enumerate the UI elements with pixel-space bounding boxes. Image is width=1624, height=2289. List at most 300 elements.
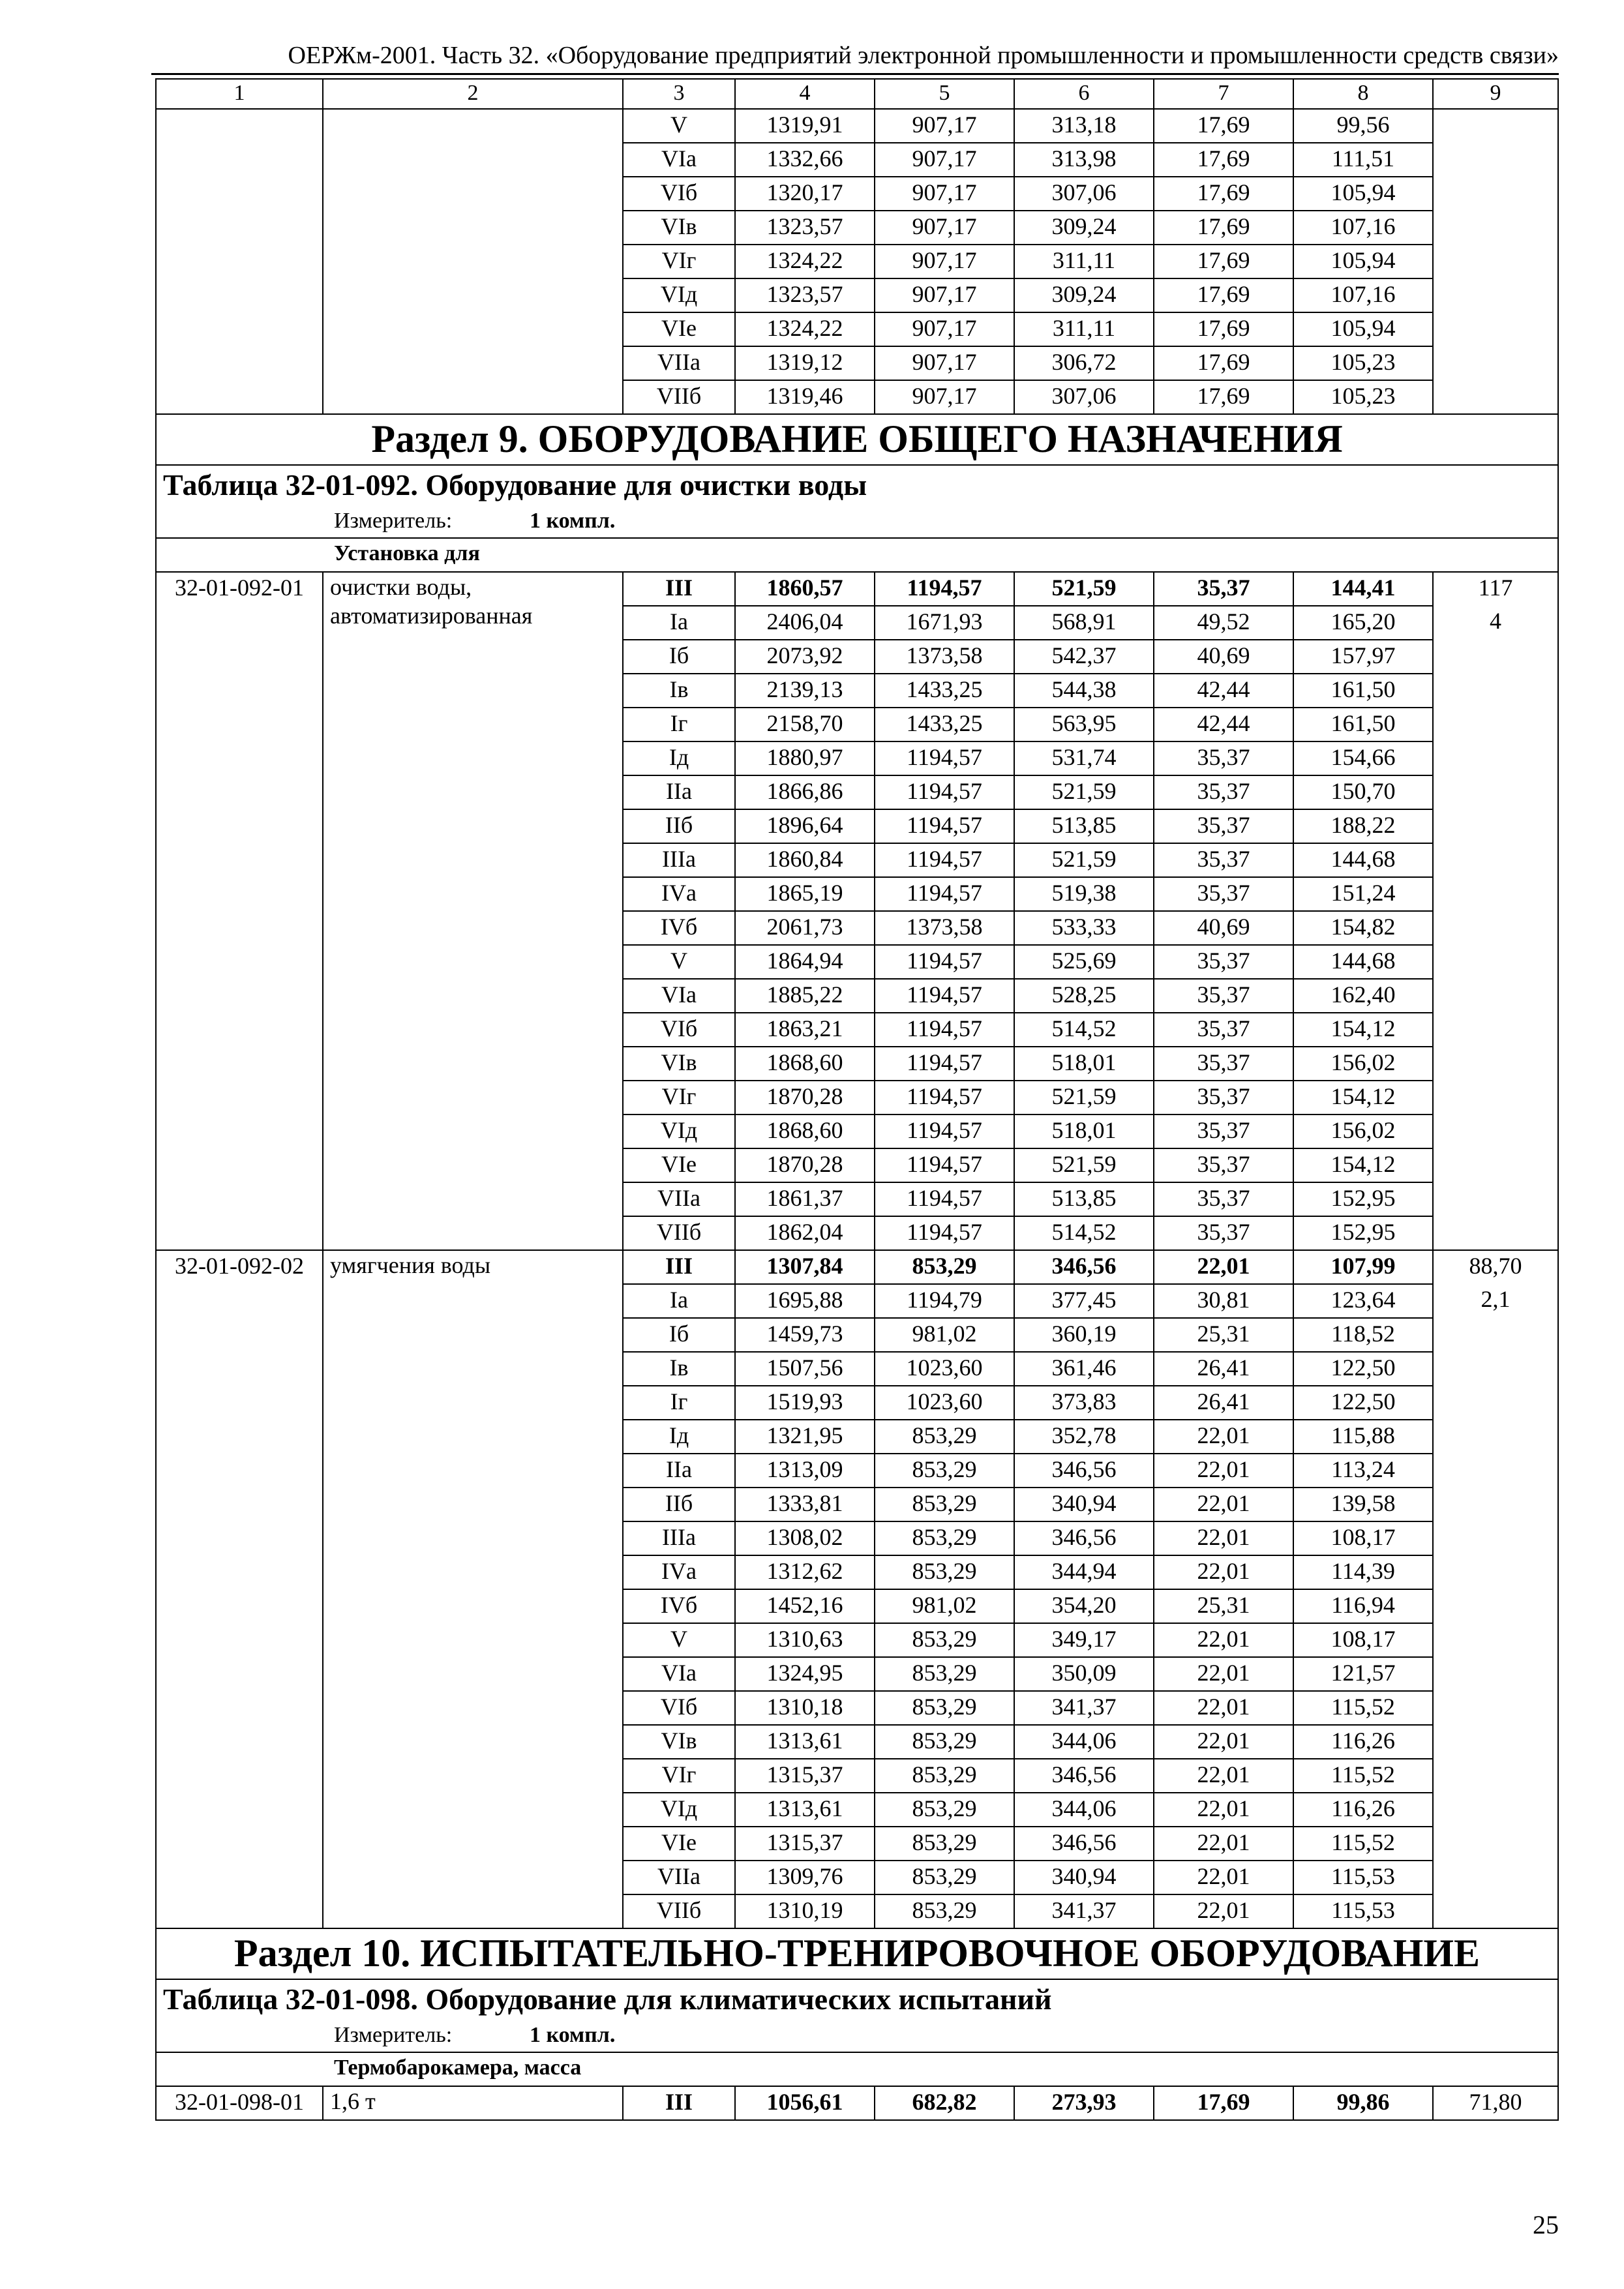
value-cell: 1866,86 <box>735 775 875 809</box>
name-cell <box>323 278 623 312</box>
value-cell: 115,53 <box>1293 1894 1433 1928</box>
value-cell: 161,50 <box>1293 708 1433 741</box>
value-cell: 156,02 <box>1293 1115 1433 1148</box>
value-cell: 525,69 <box>1014 945 1154 979</box>
col9-cell <box>1433 945 1558 979</box>
value-cell: 1313,61 <box>735 1793 875 1827</box>
value-cell: 1860,57 <box>735 572 875 606</box>
meter-row <box>156 2020 1558 2052</box>
col9-cell <box>1433 1657 1558 1691</box>
code-cell <box>156 312 323 346</box>
value-cell: 1194,57 <box>875 572 1014 606</box>
section-title: Раздел 10. ИСПЫТАТЕЛЬНО-ТРЕНИРОВОЧНОЕ ОБОРУДОВАНИЕ <box>156 1928 1558 1979</box>
col9-cell <box>1433 877 1558 911</box>
value-cell: 152,95 <box>1293 1216 1433 1250</box>
column-number: 6 <box>1014 79 1154 109</box>
rates-table-container <box>155 78 1557 2121</box>
name-cell: очистки воды, автоматизированная <box>323 572 623 1250</box>
col9-cell: 4 <box>1433 606 1558 640</box>
table-row <box>156 245 1558 278</box>
code-cell <box>156 109 323 143</box>
zone-cell: VIе <box>623 312 735 346</box>
value-cell: 1459,73 <box>735 1318 875 1352</box>
value-cell: 1519,93 <box>735 1386 875 1420</box>
name-cell <box>323 346 623 380</box>
code-cell: 32-01-098-01 <box>156 2086 323 2120</box>
meter-unit: 1 компл. <box>530 2023 616 2047</box>
value-cell: 26,41 <box>1154 1386 1293 1420</box>
value-cell: 1323,57 <box>735 278 875 312</box>
value-cell: 17,69 <box>1154 177 1293 211</box>
col9-cell <box>1433 809 1558 843</box>
value-cell: 1310,63 <box>735 1623 875 1657</box>
value-cell: 17,69 <box>1154 2086 1293 2120</box>
table-title-row <box>156 1979 1558 2020</box>
value-cell: 1310,19 <box>735 1894 875 1928</box>
zone-cell: V <box>623 945 735 979</box>
column-number: 9 <box>1433 79 1558 109</box>
value-cell: 99,86 <box>1293 2086 1433 2120</box>
value-cell: 1194,57 <box>875 843 1014 877</box>
value-cell: 341,37 <box>1014 1894 1154 1928</box>
value-cell: 350,09 <box>1014 1657 1154 1691</box>
value-cell: 1309,76 <box>735 1861 875 1894</box>
value-cell: 1194,57 <box>875 1013 1014 1047</box>
zone-cell: VIе <box>623 1827 735 1861</box>
meter-row <box>156 506 1558 538</box>
value-cell: 1308,02 <box>735 1521 875 1555</box>
col9-cell <box>1433 1691 1558 1725</box>
value-cell: 165,20 <box>1293 606 1433 640</box>
zone-cell: Iд <box>623 1420 735 1454</box>
column-number: 3 <box>623 79 735 109</box>
value-cell: 2158,70 <box>735 708 875 741</box>
rates-table-body <box>156 79 1558 2120</box>
col9-cell <box>1433 109 1558 143</box>
value-cell: 519,38 <box>1014 877 1154 911</box>
subhead: Установка для <box>156 538 1558 572</box>
value-cell: 514,52 <box>1014 1216 1154 1250</box>
value-cell: 17,69 <box>1154 346 1293 380</box>
zone-cell: VIIа <box>623 1861 735 1894</box>
col9-cell <box>1433 1793 1558 1827</box>
value-cell: 344,94 <box>1014 1555 1154 1589</box>
value-cell: 139,58 <box>1293 1488 1433 1521</box>
value-cell: 1194,57 <box>875 877 1014 911</box>
col9-cell <box>1433 1894 1558 1928</box>
value-cell: 118,52 <box>1293 1318 1433 1352</box>
value-cell: 22,01 <box>1154 1759 1293 1793</box>
value-cell: 907,17 <box>875 109 1014 143</box>
zone-cell: VIв <box>623 1047 735 1081</box>
value-cell: 1194,57 <box>875 1115 1014 1148</box>
value-cell: 311,11 <box>1014 312 1154 346</box>
zone-cell: IIа <box>623 775 735 809</box>
col9-cell <box>1433 1555 1558 1589</box>
name-cell <box>323 245 623 278</box>
value-cell: 22,01 <box>1154 1555 1293 1589</box>
value-cell: 107,16 <box>1293 278 1433 312</box>
meter-label: Измеритель: <box>334 509 453 533</box>
zone-cell: VIа <box>623 979 735 1013</box>
zone-cell: III <box>623 2086 735 2120</box>
value-cell: 346,56 <box>1014 1827 1154 1861</box>
value-cell: 22,01 <box>1154 1793 1293 1827</box>
value-cell: 123,64 <box>1293 1284 1433 1318</box>
value-cell: 49,52 <box>1154 606 1293 640</box>
value-cell: 1194,57 <box>875 1182 1014 1216</box>
zone-cell: Iг <box>623 1386 735 1420</box>
value-cell: 1373,58 <box>875 911 1014 945</box>
value-cell: 907,17 <box>875 380 1014 414</box>
value-cell: 346,56 <box>1014 1454 1154 1488</box>
value-cell: 1323,57 <box>735 211 875 245</box>
value-cell: 513,85 <box>1014 1182 1154 1216</box>
value-cell: 361,46 <box>1014 1352 1154 1386</box>
value-cell: 2073,92 <box>735 640 875 674</box>
value-cell: 40,69 <box>1154 911 1293 945</box>
value-cell: 22,01 <box>1154 1420 1293 1454</box>
zone-cell: IIа <box>623 1454 735 1488</box>
value-cell: 105,23 <box>1293 380 1433 414</box>
value-cell: 2406,04 <box>735 606 875 640</box>
value-cell: 373,83 <box>1014 1386 1154 1420</box>
value-cell: 1324,22 <box>735 312 875 346</box>
col9-cell <box>1433 1623 1558 1657</box>
column-number: 8 <box>1293 79 1433 109</box>
value-cell: 17,69 <box>1154 380 1293 414</box>
value-cell: 563,95 <box>1014 708 1154 741</box>
col9-cell <box>1433 1047 1558 1081</box>
col9-cell <box>1433 1386 1558 1420</box>
value-cell: 518,01 <box>1014 1115 1154 1148</box>
col9-cell <box>1433 211 1558 245</box>
zone-cell: VIв <box>623 211 735 245</box>
value-cell: 1861,37 <box>735 1182 875 1216</box>
value-cell: 42,44 <box>1154 708 1293 741</box>
zone-cell: VIб <box>623 1691 735 1725</box>
meter-label: Измеритель: <box>334 2023 453 2047</box>
value-cell: 514,52 <box>1014 1013 1154 1047</box>
zone-cell: Iб <box>623 1318 735 1352</box>
value-cell: 307,06 <box>1014 380 1154 414</box>
value-cell: 154,66 <box>1293 741 1433 775</box>
col9-cell <box>1433 1725 1558 1759</box>
value-cell: 22,01 <box>1154 1894 1293 1928</box>
value-cell: 35,37 <box>1154 877 1293 911</box>
table-title: Таблица 32-01-098. Оборудование для климатических испытаний <box>156 1979 1558 2020</box>
value-cell: 521,59 <box>1014 843 1154 877</box>
value-cell: 853,29 <box>875 1657 1014 1691</box>
zone-cell: VIд <box>623 1115 735 1148</box>
zone-cell: Iа <box>623 606 735 640</box>
value-cell: 853,29 <box>875 1250 1014 1284</box>
value-cell: 99,56 <box>1293 109 1433 143</box>
value-cell: 154,12 <box>1293 1081 1433 1115</box>
value-cell: 1868,60 <box>735 1115 875 1148</box>
table-row <box>156 312 1558 346</box>
value-cell: 1307,84 <box>735 1250 875 1284</box>
value-cell: 1194,57 <box>875 741 1014 775</box>
value-cell: 313,98 <box>1014 143 1154 177</box>
value-cell: 907,17 <box>875 211 1014 245</box>
value-cell: 1313,09 <box>735 1454 875 1488</box>
value-cell: 35,37 <box>1154 945 1293 979</box>
value-cell: 17,69 <box>1154 211 1293 245</box>
value-cell: 1880,97 <box>735 741 875 775</box>
value-cell: 1194,57 <box>875 1216 1014 1250</box>
value-cell: 2061,73 <box>735 911 875 945</box>
column-number: 4 <box>735 79 875 109</box>
value-cell: 273,93 <box>1014 2086 1154 2120</box>
zone-cell: VIIб <box>623 380 735 414</box>
value-cell: 144,68 <box>1293 843 1433 877</box>
value-cell: 115,52 <box>1293 1691 1433 1725</box>
zone-cell: Iв <box>623 1352 735 1386</box>
zone-cell: IIб <box>623 809 735 843</box>
value-cell: 156,02 <box>1293 1047 1433 1081</box>
value-cell: 107,16 <box>1293 211 1433 245</box>
value-cell: 521,59 <box>1014 572 1154 606</box>
code-cell <box>156 143 323 177</box>
value-cell: 1870,28 <box>735 1081 875 1115</box>
col9-cell <box>1433 1589 1558 1623</box>
col9-cell: 88,70 <box>1433 1250 1558 1284</box>
col9-cell <box>1433 245 1558 278</box>
value-cell: 122,50 <box>1293 1386 1433 1420</box>
value-cell: 151,24 <box>1293 877 1433 911</box>
value-cell: 1433,25 <box>875 708 1014 741</box>
value-cell: 1864,94 <box>735 945 875 979</box>
zone-cell: Iа <box>623 1284 735 1318</box>
col9-cell <box>1433 1521 1558 1555</box>
zone-cell: IVб <box>623 911 735 945</box>
col9-cell <box>1433 1081 1558 1115</box>
value-cell: 341,37 <box>1014 1691 1154 1725</box>
value-cell: 853,29 <box>875 1521 1014 1555</box>
col9-cell <box>1433 1861 1558 1894</box>
value-cell: 907,17 <box>875 177 1014 211</box>
value-cell: 2139,13 <box>735 674 875 708</box>
value-cell: 1373,58 <box>875 640 1014 674</box>
code-cell: 32-01-092-01 <box>156 572 323 1250</box>
col9-cell: 2,1 <box>1433 1284 1558 1318</box>
value-cell: 344,06 <box>1014 1725 1154 1759</box>
zone-cell: Iв <box>623 674 735 708</box>
zone-cell: V <box>623 1623 735 1657</box>
value-cell: 313,18 <box>1014 109 1154 143</box>
value-cell: 116,26 <box>1293 1793 1433 1827</box>
zone-cell: VIг <box>623 1759 735 1793</box>
value-cell: 105,94 <box>1293 245 1433 278</box>
value-cell: 311,11 <box>1014 245 1154 278</box>
col9-cell <box>1433 708 1558 741</box>
name-cell <box>323 312 623 346</box>
value-cell: 1320,17 <box>735 177 875 211</box>
table-row <box>156 380 1558 414</box>
value-cell: 981,02 <box>875 1318 1014 1352</box>
value-cell: 25,31 <box>1154 1318 1293 1352</box>
value-cell: 1862,04 <box>735 1216 875 1250</box>
value-cell: 1194,57 <box>875 945 1014 979</box>
section-title-row <box>156 1928 1558 1979</box>
value-cell: 35,37 <box>1154 1148 1293 1182</box>
value-cell: 35,37 <box>1154 775 1293 809</box>
table-title: Таблица 32-01-092. Оборудование для очистки воды <box>156 465 1558 506</box>
value-cell: 25,31 <box>1154 1589 1293 1623</box>
value-cell: 907,17 <box>875 312 1014 346</box>
value-cell: 309,24 <box>1014 211 1154 245</box>
value-cell: 1313,61 <box>735 1725 875 1759</box>
value-cell: 1023,60 <box>875 1386 1014 1420</box>
value-cell: 352,78 <box>1014 1420 1154 1454</box>
value-cell: 105,23 <box>1293 346 1433 380</box>
col9-cell <box>1433 843 1558 877</box>
zone-cell: IIIа <box>623 843 735 877</box>
zone-cell: Iб <box>623 640 735 674</box>
zone-cell: Iд <box>623 741 735 775</box>
code-cell <box>156 278 323 312</box>
value-cell: 1332,66 <box>735 143 875 177</box>
table-row <box>156 211 1558 245</box>
name-cell <box>323 177 623 211</box>
value-cell: 346,56 <box>1014 1521 1154 1555</box>
value-cell: 1023,60 <box>875 1352 1014 1386</box>
value-cell: 344,06 <box>1014 1793 1154 1827</box>
zone-cell: VIа <box>623 1657 735 1691</box>
value-cell: 346,56 <box>1014 1759 1154 1793</box>
value-cell: 1194,79 <box>875 1284 1014 1318</box>
zone-cell: VIб <box>623 1013 735 1047</box>
code-cell <box>156 380 323 414</box>
value-cell: 35,37 <box>1154 1013 1293 1047</box>
value-cell: 528,25 <box>1014 979 1154 1013</box>
col9-cell: 117 <box>1433 572 1558 606</box>
table-row <box>156 177 1558 211</box>
value-cell: 22,01 <box>1154 1454 1293 1488</box>
table-row <box>156 1250 1558 1284</box>
col9-cell <box>1433 640 1558 674</box>
value-cell: 162,40 <box>1293 979 1433 1013</box>
subhead: Термобарокамера, масса <box>156 2052 1558 2086</box>
value-cell: 1319,46 <box>735 380 875 414</box>
table-row <box>156 278 1558 312</box>
value-cell: 1194,57 <box>875 775 1014 809</box>
zone-cell: VIд <box>623 1793 735 1827</box>
value-cell: 1321,95 <box>735 1420 875 1454</box>
value-cell: 853,29 <box>875 1861 1014 1894</box>
value-cell: 853,29 <box>875 1894 1014 1928</box>
header-rule <box>151 73 1559 75</box>
value-cell: 521,59 <box>1014 775 1154 809</box>
col9-cell <box>1433 1318 1558 1352</box>
code-cell <box>156 177 323 211</box>
zone-cell: Iг <box>623 708 735 741</box>
value-cell: 22,01 <box>1154 1623 1293 1657</box>
name-cell: умягчения воды <box>323 1250 623 1928</box>
value-cell: 17,69 <box>1154 109 1293 143</box>
column-number: 5 <box>875 79 1014 109</box>
col9-cell <box>1433 1454 1558 1488</box>
page-number: 25 <box>1533 2210 1559 2239</box>
meter-unit: 1 компл. <box>530 509 616 533</box>
value-cell: 1056,61 <box>735 2086 875 2120</box>
value-cell: 108,17 <box>1293 1521 1433 1555</box>
value-cell: 360,19 <box>1014 1318 1154 1352</box>
value-cell: 17,69 <box>1154 143 1293 177</box>
value-cell: 1863,21 <box>735 1013 875 1047</box>
code-cell <box>156 346 323 380</box>
value-cell: 113,24 <box>1293 1454 1433 1488</box>
value-cell: 1868,60 <box>735 1047 875 1081</box>
value-cell: 108,17 <box>1293 1623 1433 1657</box>
value-cell: 35,37 <box>1154 1182 1293 1216</box>
zone-cell: III <box>623 1250 735 1284</box>
value-cell: 1865,19 <box>735 877 875 911</box>
value-cell: 1507,56 <box>735 1352 875 1386</box>
value-cell: 154,12 <box>1293 1013 1433 1047</box>
value-cell: 513,85 <box>1014 809 1154 843</box>
col9-cell <box>1433 979 1558 1013</box>
value-cell: 1194,57 <box>875 1148 1014 1182</box>
value-cell: 42,44 <box>1154 674 1293 708</box>
zone-cell: VIд <box>623 278 735 312</box>
col9-cell <box>1433 346 1558 380</box>
value-cell: 907,17 <box>875 245 1014 278</box>
value-cell: 1315,37 <box>735 1827 875 1861</box>
col9-cell <box>1433 911 1558 945</box>
value-cell: 35,37 <box>1154 572 1293 606</box>
name-cell <box>323 109 623 143</box>
column-number: 2 <box>323 79 623 109</box>
subhead-row <box>156 538 1558 572</box>
value-cell: 17,69 <box>1154 245 1293 278</box>
value-cell: 568,91 <box>1014 606 1154 640</box>
value-cell: 853,29 <box>875 1420 1014 1454</box>
column-number: 1 <box>156 79 323 109</box>
rates-table <box>155 78 1559 2121</box>
value-cell: 107,99 <box>1293 1250 1433 1284</box>
value-cell: 157,97 <box>1293 640 1433 674</box>
value-cell: 22,01 <box>1154 1521 1293 1555</box>
value-cell: 682,82 <box>875 2086 1014 2120</box>
value-cell: 853,29 <box>875 1759 1014 1793</box>
value-cell: 22,01 <box>1154 1657 1293 1691</box>
value-cell: 1896,64 <box>735 809 875 843</box>
value-cell: 115,88 <box>1293 1420 1433 1454</box>
value-cell: 1860,84 <box>735 843 875 877</box>
column-number-row <box>156 79 1558 109</box>
value-cell: 1452,16 <box>735 1589 875 1623</box>
table-row <box>156 143 1558 177</box>
col9-cell <box>1433 1827 1558 1861</box>
value-cell: 116,26 <box>1293 1725 1433 1759</box>
value-cell: 853,29 <box>875 1793 1014 1827</box>
col9-cell <box>1433 775 1558 809</box>
value-cell: 1319,12 <box>735 346 875 380</box>
value-cell: 907,17 <box>875 278 1014 312</box>
zone-cell: VIIа <box>623 1182 735 1216</box>
value-cell: 981,02 <box>875 1589 1014 1623</box>
value-cell: 22,01 <box>1154 1691 1293 1725</box>
value-cell: 907,17 <box>875 143 1014 177</box>
col9-cell <box>1433 1488 1558 1521</box>
value-cell: 161,50 <box>1293 674 1433 708</box>
value-cell: 116,94 <box>1293 1589 1433 1623</box>
zone-cell: III <box>623 572 735 606</box>
value-cell: 354,20 <box>1014 1589 1154 1623</box>
meter-cell <box>156 506 1558 538</box>
